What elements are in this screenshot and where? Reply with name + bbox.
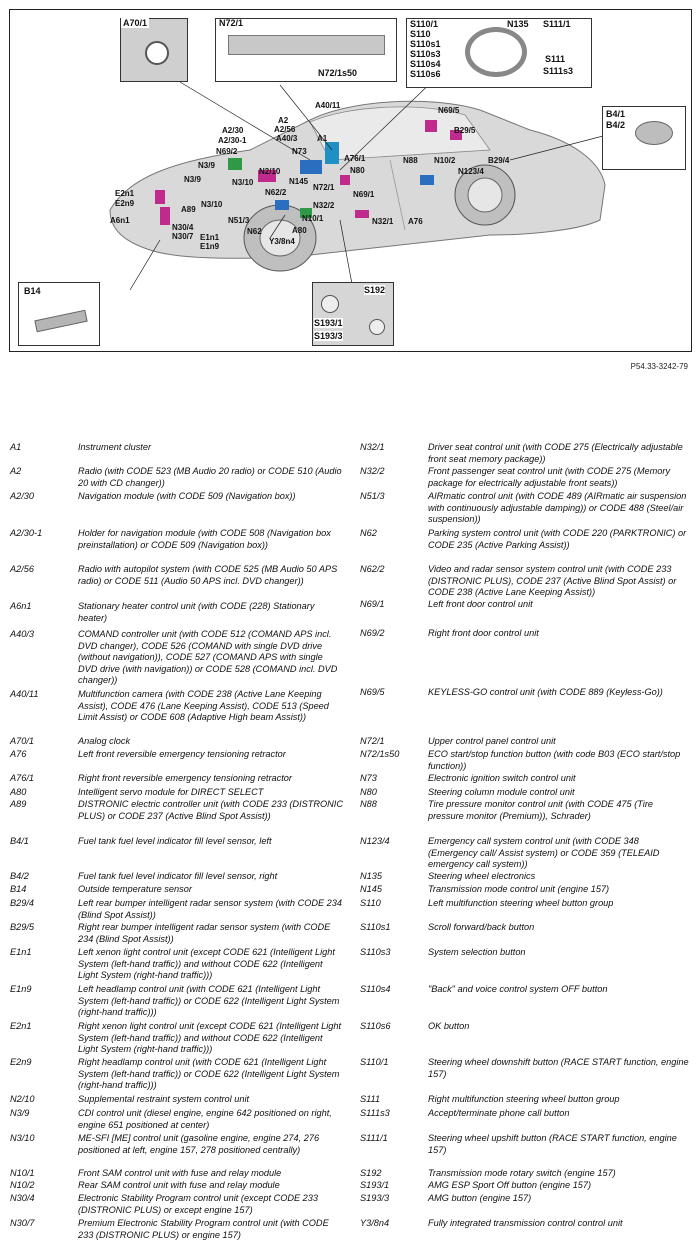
- callout-s110: S110: [410, 29, 431, 39]
- legend-code: N72/1s50: [360, 749, 400, 759]
- steering-wheel-icon: [465, 27, 527, 77]
- callout-n10-1: N10/1: [302, 214, 324, 223]
- legend-description: Steering column module control unit: [428, 787, 575, 797]
- callout-a2-30: A2/30: [222, 126, 244, 135]
- fuel-sensor-icon: [635, 121, 673, 145]
- legend-code: A76/1: [10, 773, 35, 783]
- legend-description: Parking system control unit (with CODE 220 (PARKTRONIC) or CODE 235 (Active Parking Assist)): [428, 528, 687, 550]
- legend-description: ME-SFI [ME] control unit (gasoline engine, engine 274, 276 positioned at left, engine 157, 278 positioned centrally): [78, 1133, 320, 1155]
- legend-code: A6n1: [10, 601, 32, 611]
- rotary-switch-icon: [321, 295, 339, 313]
- callout-n62-2: N62/2: [265, 188, 287, 197]
- callout-b29-4: B29/4: [488, 156, 510, 165]
- legend-description: COMAND controller unit (with CODE 512 (COMAND APS incl. DVD changer), CODE 526 (COMAND with single DVD drive (without navigation)), CODE 527 (COMAND APS with single DVD drive (with navigation)) or CODE 528 (COMAND incl. DVD changer)): [78, 629, 338, 685]
- legend-description: Premium Electronic Stability Program control unit (with CODE 233 (DISTRONIC PLUS) or engine 157): [78, 1218, 329, 1240]
- callout-e2n9: E2n9: [115, 199, 135, 208]
- legend-description: Transmission mode control unit (engine 157): [428, 884, 610, 894]
- callout-s110s6: S110s6: [410, 69, 441, 79]
- legend-code: N3/9: [10, 1108, 30, 1118]
- legend-code: A2/30: [10, 491, 35, 501]
- legend-description: Accept/terminate phone call button: [428, 1108, 570, 1118]
- legend-code: A40/11: [10, 689, 39, 699]
- legend-code: N62/2: [360, 564, 385, 574]
- callout-s111s3: S111s3: [543, 66, 574, 76]
- legend-code: N51/3: [360, 491, 385, 501]
- legend-code: A2/30-1: [10, 528, 43, 538]
- legend-description: Navigation module (with CODE 509 (Navigation box)): [78, 491, 296, 501]
- callout-n80: N80: [350, 166, 365, 175]
- callout-n10-2: N10/2: [434, 156, 456, 165]
- legend-code: N10/1: [10, 1168, 35, 1178]
- callout-a1: A1: [317, 134, 328, 143]
- legend-description: Upper control panel control unit: [428, 736, 556, 746]
- legend-description: Front passenger seat control unit (with CODE 275 (Memory package for electrically adjustable front seats)): [428, 466, 671, 488]
- legend-code: S111: [360, 1094, 381, 1104]
- callout-n32-1: N32/1: [372, 217, 394, 226]
- callout-a2: A2: [278, 116, 289, 125]
- legend-description: Right front reversible emergency tensioning retractor: [78, 773, 292, 783]
- callout-n72-1-car: N72/1: [313, 183, 335, 192]
- legend-description: Rear SAM control unit with fuse and relay module: [78, 1180, 280, 1190]
- legend-description: Instrument cluster: [78, 442, 152, 452]
- legend-description: Tire pressure monitor control unit (with CODE 475 (Tire pressure monitor (Premium)), Schrader): [428, 799, 654, 821]
- callout-n30-7: N30/7: [172, 232, 194, 241]
- legend-code: N80: [360, 787, 377, 797]
- legend-code: B4/2: [10, 871, 29, 881]
- legend-code: S110s4: [360, 984, 391, 994]
- legend-description: Left multifunction steering wheel button group: [428, 898, 614, 908]
- legend-code: N32/2: [360, 466, 385, 476]
- legend-description: Emergency call system control unit (with CODE 348 (Emergency call/ Assist system) or CODE 359 (TELEAID emergency call system)): [428, 836, 660, 869]
- legend-description: Holder for navigation module (with CODE 508 (Navigation box preinstallation) or CODE 509 (Navigation box)): [78, 528, 331, 550]
- callout-a76-1: A76/1: [344, 154, 366, 163]
- callout-s110s1: S110s1: [410, 39, 441, 49]
- legend-description: Left front reversible emergency tensioning retractor: [78, 749, 286, 759]
- legend-description: Left front door control unit: [428, 599, 533, 609]
- callout-a6n1: A6n1: [110, 216, 130, 225]
- callout-s110s3: S110s3: [410, 49, 441, 59]
- legend-code: S193/3: [360, 1193, 390, 1203]
- legend-code: N69/5: [360, 687, 385, 697]
- callout-b4-2: B4/2: [606, 120, 626, 130]
- legend-code: N73: [360, 773, 377, 783]
- callout-n69-2: N69/2: [216, 147, 238, 156]
- legend-code: S111/1: [360, 1133, 388, 1143]
- legend-code: S110s6: [360, 1021, 391, 1031]
- legend-description: CDI control unit (diesel engine, engine 642 positioned on right, engine 651 positioned at center): [78, 1108, 332, 1130]
- callout-s111-1: S111/1: [543, 19, 571, 29]
- legend-code: N88: [360, 799, 377, 809]
- callout-n88: N88: [403, 156, 418, 165]
- legend-code: A40/3: [10, 629, 35, 639]
- legend-code: B4/1: [10, 836, 29, 846]
- figure-reference-code: P54.33-3242-79: [630, 362, 688, 371]
- callout-s192: S192: [364, 285, 386, 295]
- callout-n3-9-a: N3/9: [198, 161, 215, 170]
- button-strip-icon: [228, 35, 385, 55]
- legend-code: N30/4: [10, 1193, 35, 1203]
- callout-n69-5: N69/5: [438, 106, 460, 115]
- callout-a2-56: A2/56: [274, 125, 296, 134]
- callout-n72-1-inset: N72/1: [219, 18, 244, 28]
- legend-code: N72/1: [360, 736, 385, 746]
- callout-n32-2: N32/2: [313, 201, 335, 210]
- legend-code: E2n9: [10, 1057, 32, 1067]
- legend-description: Steering wheel electronics: [428, 871, 536, 881]
- legend-code: N69/2: [360, 628, 385, 638]
- callout-s193-3: S193/3: [314, 331, 343, 341]
- callout-n2-10: N2/10: [259, 167, 281, 176]
- callout-n30-4: N30/4: [172, 223, 194, 232]
- legend-description: Stationary heater control unit (with CODE (228) Stationary heater): [78, 601, 315, 623]
- clock-icon: [145, 41, 169, 65]
- callout-n123-4: N123/4: [458, 167, 484, 176]
- callout-s110-1: S110/1: [410, 19, 439, 29]
- legend-description: Electronic Stability Program control unit (except CODE 233 (DISTRONIC PLUS) or except engine 157): [78, 1193, 318, 1215]
- legend-description: Driver seat control unit (with CODE 275 (Electrically adjustable front seat memory package)): [428, 442, 683, 464]
- legend-code: E1n1: [10, 947, 32, 957]
- callout-e1n1: E1n1: [200, 233, 220, 242]
- legend-code: N10/2: [10, 1180, 35, 1190]
- component-location-diagram: [9, 9, 692, 352]
- legend-description: Right headlamp control unit (with CODE 621 (Intelligent Light System (left-hand traffic)) or CODE 622 (Intelligent Light System (right-hand traffic))): [78, 1057, 340, 1090]
- legend-code: N69/1: [360, 599, 385, 609]
- callout-n3-10-b: N3/10: [201, 200, 223, 209]
- callout-a80: A80: [292, 226, 307, 235]
- legend-description: AMG ESP Sport Off button (engine 157): [428, 1180, 592, 1190]
- legend-code: B29/4: [10, 898, 35, 908]
- legend-description: Left rear bumper intelligent radar sensor system (with CODE 234 (Blind Spot Assist)): [78, 898, 342, 920]
- legend-code: A89: [10, 799, 27, 809]
- legend-description: DISTRONIC electric controller unit (with CODE 233 (DISTRONIC PLUS) or CODE 237 (Active Blind Spot Assist)): [78, 799, 343, 821]
- legend-code: B14: [10, 884, 27, 894]
- legend-code: N3/10: [10, 1133, 35, 1143]
- legend-code: S110s1: [360, 922, 391, 932]
- legend-description: Steering wheel downshift button (RACE START function, engine 157): [428, 1057, 689, 1079]
- callout-n69-1: N69/1: [353, 190, 375, 199]
- callout-n72-1s50: N72/1s50: [318, 68, 358, 78]
- legend-description: OK button: [428, 1021, 470, 1031]
- legend-description: AIRmatic control unit (with CODE 489 (AIRmatic air suspension with continuously adjustable damping)) or CODE 488 (Steel/air suspension)): [428, 491, 687, 524]
- legend-code: N30/7: [10, 1218, 35, 1228]
- legend-description: Radio (with CODE 523 (MB Audio 20 radio) or CODE 510 (Audio 20 with CD changer)): [78, 466, 342, 488]
- legend-code: N32/1: [360, 442, 385, 452]
- callout-n51-3: N51/3: [228, 216, 250, 225]
- legend-description: KEYLESS-GO control unit (with CODE 889 (Keyless-Go)): [428, 687, 663, 697]
- callout-n135: N135: [507, 19, 529, 29]
- legend-description: ECO start/stop function button (with code B03 (ECO start/stop function)): [428, 749, 681, 771]
- legend-code: N123/4: [360, 836, 390, 846]
- legend-description: Right multifunction steering wheel button group: [428, 1094, 620, 1104]
- legend-description: Fuel tank fuel level indicator fill level sensor, left: [78, 836, 272, 846]
- legend-description: Left xenon light control unit (except CODE 621 (Intelligent Light System (left-hand traffic)) and without CODE 622 (Intelligent Light System (right-hand traffic))): [78, 947, 335, 980]
- legend-description: Fuel tank fuel level indicator fill level sensor, right: [78, 871, 278, 881]
- legend-code: A2/56: [10, 564, 35, 574]
- legend-description: Left headlamp control unit (with CODE 621 (Intelligent Light System (left-hand traffic)) or CODE 622 (Intelligent Light System (right-hand traffic))): [78, 984, 340, 1017]
- legend-description: Transmission mode rotary switch (engine 157): [428, 1168, 616, 1178]
- legend-code: S110: [360, 898, 381, 908]
- legend-description: Fully integrated transmission control control unit: [428, 1218, 623, 1228]
- legend-code: N2/10: [10, 1094, 35, 1104]
- legend-code: A70/1: [10, 736, 35, 746]
- legend-code: Y3/8n4: [360, 1218, 390, 1228]
- callout-a89: A89: [181, 205, 196, 214]
- legend-description: Video and radar sensor system control unit (with CODE 233 (DISTRONIC PLUS), CODE 237 (Active Blind Spot Assist) or CODE 238 (Active Lane Keeping Assist)): [428, 564, 677, 597]
- callout-y3-8n4: Y3/8n4: [269, 237, 295, 246]
- callout-n145: N145: [289, 177, 309, 186]
- callout-n62: N62: [247, 227, 262, 236]
- legend-description: Supplemental restraint system control unit: [78, 1094, 250, 1104]
- legend-code: S192: [360, 1168, 382, 1178]
- callout-b14: B14: [24, 286, 41, 296]
- legend-description: Analog clock: [78, 736, 131, 746]
- legend-code: A1: [10, 442, 22, 452]
- legend-description: "Back" and voice control system OFF button: [428, 984, 608, 994]
- callout-e2n1: E2n1: [115, 189, 135, 198]
- callout-s110s4: S110s4: [410, 59, 441, 69]
- legend-code: S111s3: [360, 1108, 390, 1118]
- callout-n3-9-b: N3/9: [184, 175, 201, 184]
- legend-code: S193/1: [360, 1180, 390, 1190]
- callout-a40-3: A40/3: [276, 134, 298, 143]
- callout-a76: A76: [408, 217, 423, 226]
- legend-description: Radio with autopilot system (with CODE 525 (MB Audio 50 APS radio) or CODE 511 (Audio 50 APS incl. DVD changer)): [78, 564, 338, 586]
- legend-description: Multifunction camera (with CODE 238 (Active Lane Keeping Assist), CODE 476 (Lane Keeping Assist), CODE 513 (Speed Limit Assist) or CODE 608 (Adaptive High beam Assist)): [78, 689, 329, 722]
- legend-description: Right xenon light control unit (except CODE 621 (Intelligent Light System (left-hand traffic)) and without CODE 622 (Intelligent Light System (right-hand traffic))): [78, 1021, 342, 1054]
- legend-description: Scroll forward/back button: [428, 922, 535, 932]
- button-icon: [369, 319, 385, 335]
- callout-s111: S111: [545, 54, 566, 64]
- legend-code: E2n1: [10, 1021, 32, 1031]
- legend-code: A76: [10, 749, 27, 759]
- legend-code: N135: [360, 871, 382, 881]
- legend-description: System selection button: [428, 947, 526, 957]
- callout-a40-11: A40/11: [315, 101, 341, 110]
- callout-n73: N73: [292, 147, 307, 156]
- legend-description: Intelligent servo module for DIRECT SELECT: [78, 787, 264, 797]
- callout-a2-30-1: A2/30-1: [218, 136, 247, 145]
- legend-code: S110/1: [360, 1057, 389, 1067]
- legend-code: A80: [10, 787, 27, 797]
- legend-code: N62: [360, 528, 377, 538]
- legend-description: Right rear bumper intelligent radar sensor system (with CODE 234 (Blind Spot Assist)): [78, 922, 331, 944]
- legend-description: Right front door control unit: [428, 628, 539, 638]
- callout-b29-5: B29/5: [454, 126, 476, 135]
- callout-n3-10-a: N3/10: [232, 178, 254, 187]
- legend-description: Steering wheel upshift button (RACE START function, engine 157): [428, 1133, 677, 1155]
- legend-description: Electronic ignition switch control unit: [428, 773, 576, 783]
- legend-description: AMG button (engine 157): [428, 1193, 532, 1203]
- temp-sensor-icon: [34, 310, 87, 333]
- legend-description: Outside temperature sensor: [78, 884, 192, 894]
- legend-description: Front SAM control unit with fuse and relay module: [78, 1168, 282, 1178]
- legend-code: S110s3: [360, 947, 391, 957]
- callout-b4-1: B4/1: [606, 109, 626, 119]
- legend-code: E1n9: [10, 984, 32, 994]
- legend-code: N145: [360, 884, 382, 894]
- callout-e1n9: E1n9: [200, 242, 220, 251]
- callout-s193-1: S193/1: [314, 318, 343, 328]
- legend-code: A2: [10, 466, 22, 476]
- callout-a70-1: A70/1: [123, 18, 148, 28]
- legend-code: B29/5: [10, 922, 35, 932]
